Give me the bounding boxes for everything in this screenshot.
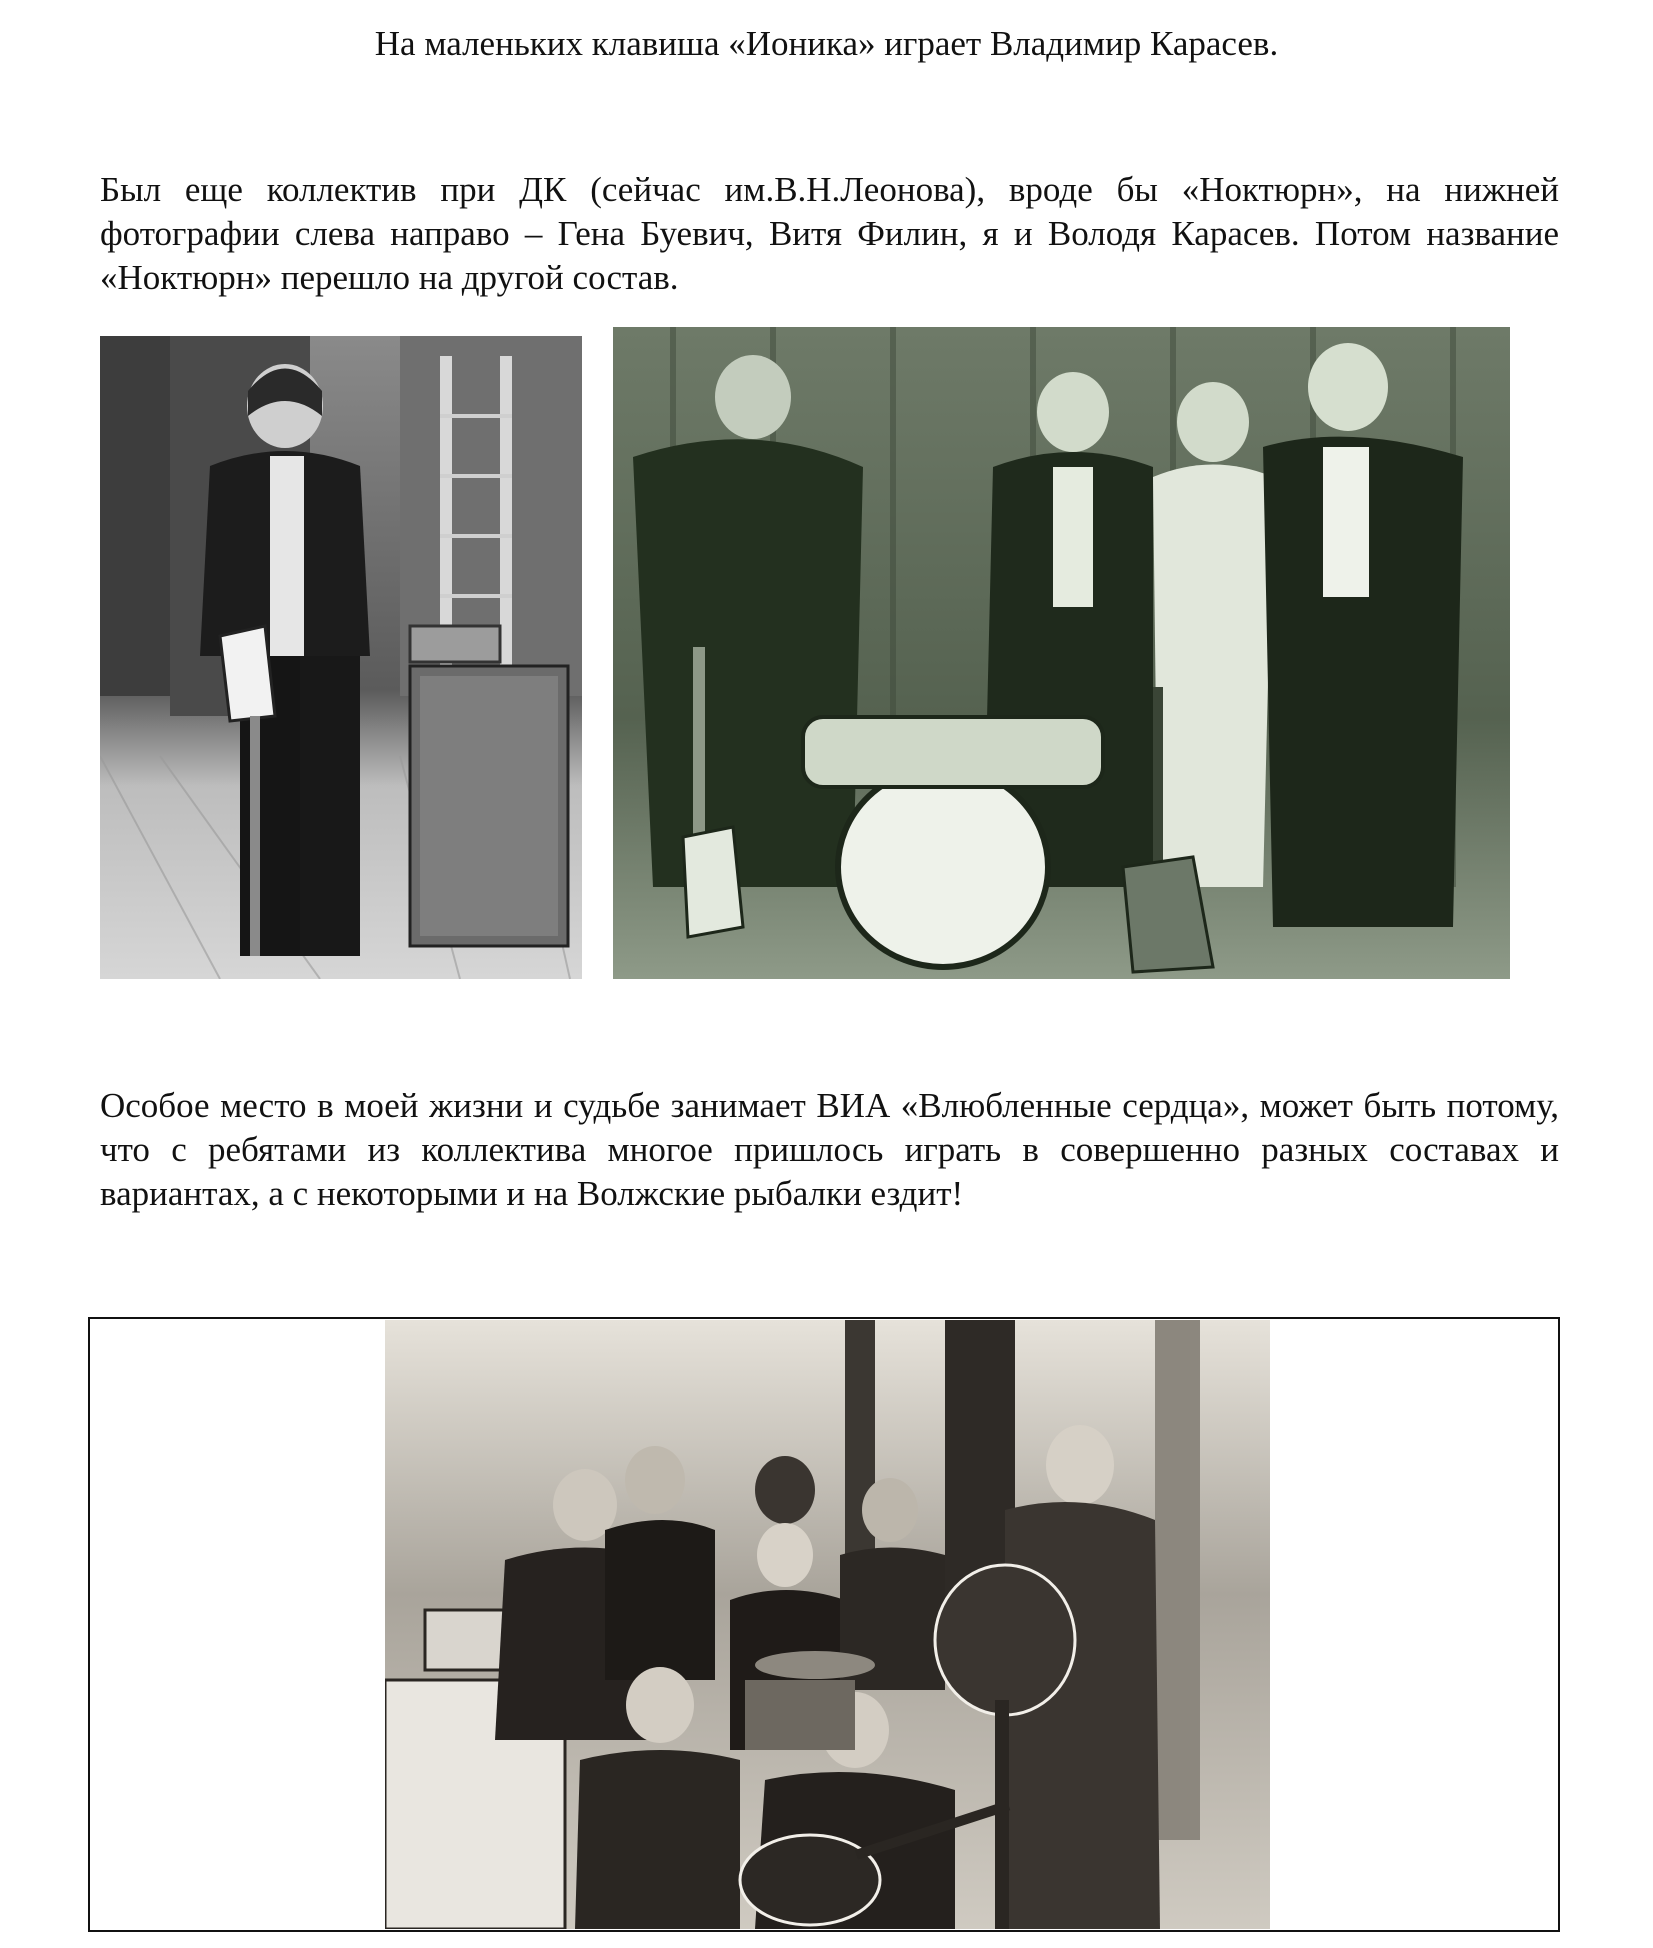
- paragraph-vlyublennye-serdtsa: [100, 1084, 1559, 1216]
- paragraph-nocturne: [100, 168, 1559, 300]
- paragraph-1-text: Был еще коллектив при ДК (сейчас им.В.Н.Леонова), вроде бы «Ноктюрн», на нижней фотографии слева направо – Гена Буевич, Витя Филин, я и Володя Карасев. Потом название «Ноктюрн» перешло на другой состав.: [100, 170, 1559, 297]
- photo-band-stage: [613, 327, 1510, 979]
- paragraph-2-text: Особое место в моей жизни и судьбе занимает ВИА «Влюбленные сердца», может быть потому, что с ребятами из коллектива многое пришлось играть в совершенно разных составах и вариантах, а с некоторыми и на Волжские рыбалки ездит!: [100, 1086, 1559, 1213]
- photo-guitarist: [100, 336, 582, 979]
- photo-ensemble-group: [385, 1320, 1270, 1929]
- caption-top: На маленьких клавиша «Ионика» играет Владимир Карасев.: [374, 24, 1279, 63]
